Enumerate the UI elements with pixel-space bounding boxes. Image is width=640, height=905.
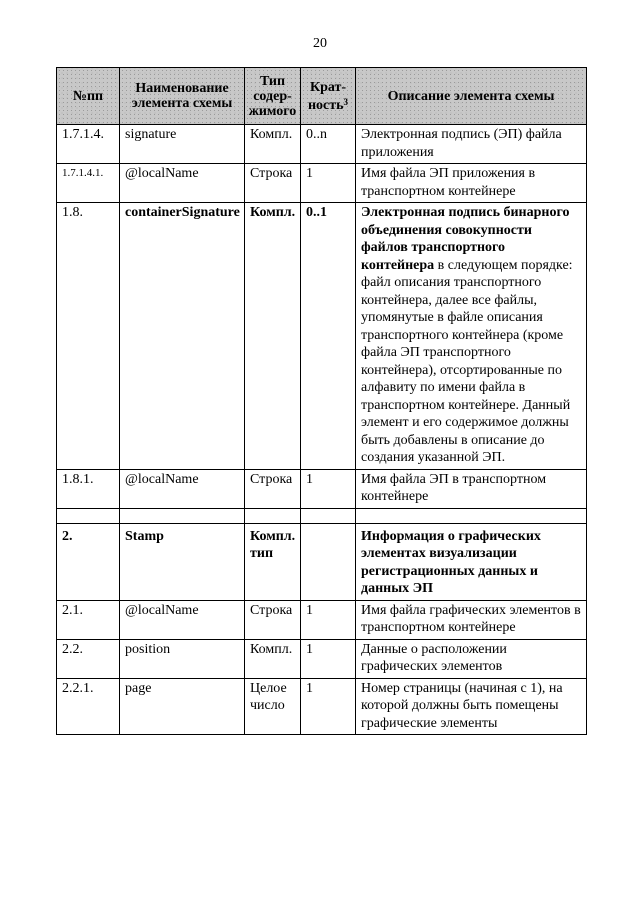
- cell-mult: 0..1: [301, 203, 356, 470]
- cell-mult: [301, 523, 356, 600]
- cell-desc: Номер страницы (начиная с 1), на которой должны быть помещены графические элементы: [356, 678, 587, 735]
- cell-name: @localName: [120, 469, 245, 508]
- header-num: №пп: [57, 68, 120, 125]
- cell-name: @localName: [120, 164, 245, 203]
- table-row: [57, 600, 587, 639]
- table-row: [57, 523, 587, 600]
- cell-type: Компл. тип: [245, 523, 301, 600]
- cell-mult: 1: [301, 639, 356, 678]
- cell-desc: Имя файла ЭП в транспортном контейнере: [356, 469, 587, 508]
- cell-type: Целое число: [245, 678, 301, 735]
- cell-desc-bold: Электронная подпись бинарного объединения совокупности файлов транспортного контейнера: [361, 205, 570, 273]
- header-mult-text: Крат-ность: [307, 79, 347, 113]
- cell-num: 1.8.: [57, 203, 120, 470]
- header-name: Наименование элемента схемы: [120, 68, 245, 125]
- table-spacer-row: [57, 508, 587, 523]
- cell-type: Строка: [245, 600, 301, 639]
- schema-table: [56, 67, 587, 735]
- cell-type: Строка: [245, 164, 301, 203]
- cell-type: Компл.: [245, 203, 301, 470]
- table-row: [57, 639, 587, 678]
- cell-num: 1.8.1.: [57, 469, 120, 508]
- cell-type: Компл.: [245, 639, 301, 678]
- cell-mult: 1: [301, 469, 356, 508]
- cell-num: 2.: [57, 523, 120, 600]
- cell-name: @localName: [120, 600, 245, 639]
- header-desc: Описание элемента схемы: [356, 68, 587, 125]
- cell-type: Компл.: [245, 125, 301, 164]
- table-row: [57, 469, 587, 508]
- cell-name: Stamp: [120, 523, 245, 600]
- cell-name: signature: [120, 125, 245, 164]
- header-mult: [301, 68, 356, 125]
- cell-mult: 1: [301, 678, 356, 735]
- cell-desc: Данные о расположении графических элементов: [356, 639, 587, 678]
- cell-mult: 1: [301, 164, 356, 203]
- cell-desc: Электронная подпись (ЭП) файла приложения: [356, 125, 587, 164]
- cell-name: position: [120, 639, 245, 678]
- header-type: Тип содер-жимого: [245, 68, 301, 125]
- table-row: [57, 678, 587, 735]
- cell-mult: 1: [301, 600, 356, 639]
- header-mult-footnote: 3: [343, 96, 349, 107]
- cell-desc: Имя файла ЭП приложения в транспортном контейнере: [356, 164, 587, 203]
- cell-num: 2.2.1.: [57, 678, 120, 735]
- cell-desc: Информация о графических элементах визуализации регистрационных данных и данных ЭП: [356, 523, 587, 600]
- cell-desc: Имя файла графических элементов в транспортном контейнере: [356, 600, 587, 639]
- cell-num: 2.2.: [57, 639, 120, 678]
- table-row: [57, 125, 587, 164]
- cell-name: page: [120, 678, 245, 735]
- cell-type: Строка: [245, 469, 301, 508]
- cell-desc: [356, 203, 587, 470]
- cell-mult: 0..n: [301, 125, 356, 164]
- cell-num: 1.7.1.4.1.: [57, 164, 120, 203]
- table-row: [57, 164, 587, 203]
- cell-name: containerSignature: [120, 203, 245, 470]
- cell-num: 2.1.: [57, 600, 120, 639]
- cell-num: 1.7.1.4.: [57, 125, 120, 164]
- page-number: 20: [313, 36, 327, 51]
- table-header-row: [57, 68, 587, 125]
- table-row: [57, 203, 587, 470]
- cell-desc-regular: в следующем порядке: файл описания транспортного контейнера, далее все файлы, упомянутые в файле описания транспортного контейнера (кроме файла ЭП транспортного контейнера), отсортированные по алфавиту по имени файла в транспортном контейнере. Данный элемент и его содержимое должны быть добавлены в описание до создания указанной ЭП.: [361, 257, 573, 465]
